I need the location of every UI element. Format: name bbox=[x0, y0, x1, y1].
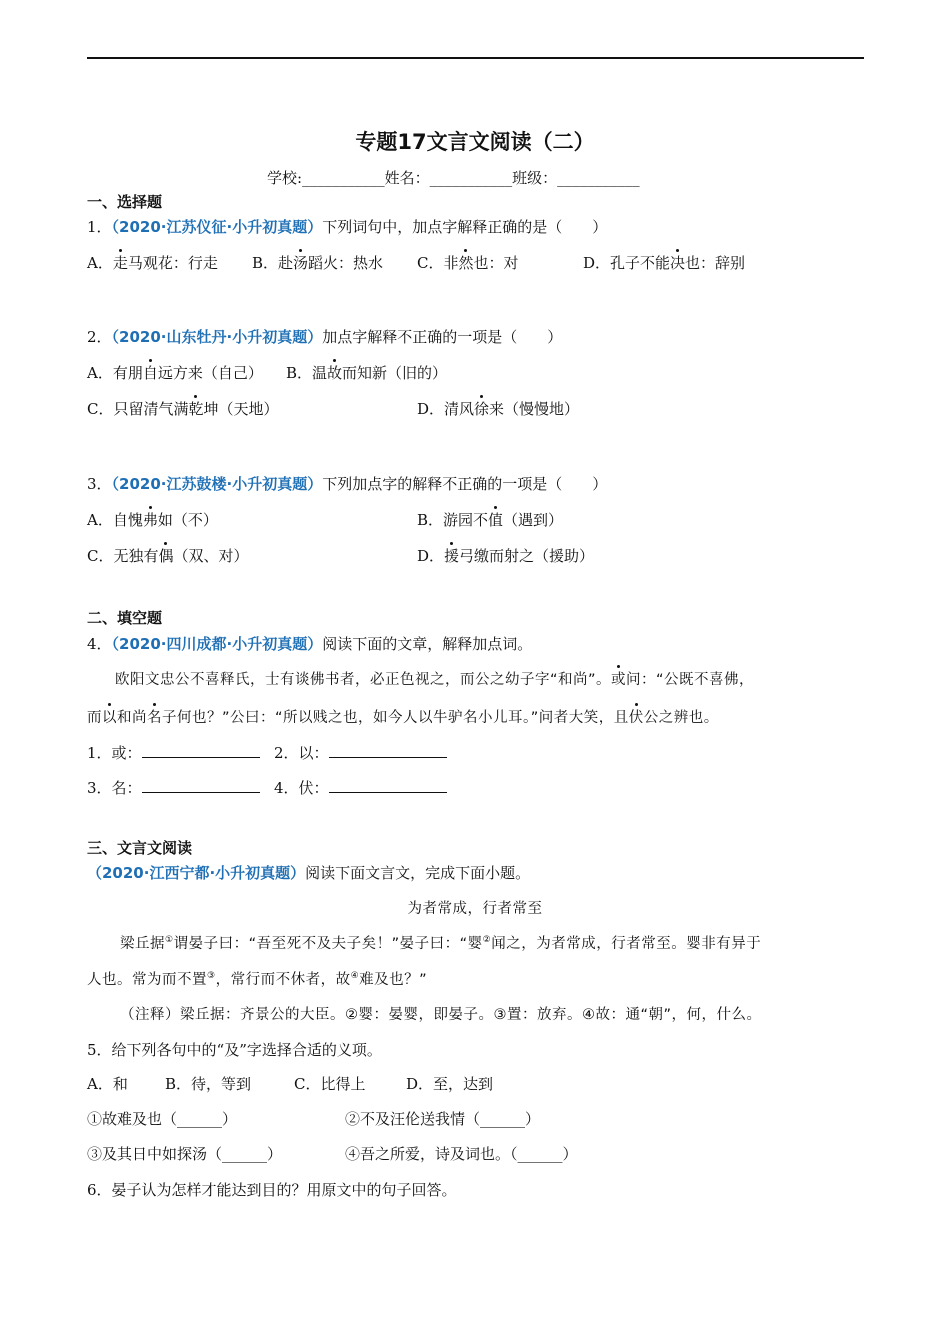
passage-para-1: 梁丘据①谓晏子曰：“吾至死不及夫子矣！”晏子曰：“婴②闻之，为者常成，行者常至。婴非有异于 bbox=[120, 935, 762, 952]
dotted-char: 援 bbox=[444, 547, 460, 565]
dotted-char: 决 bbox=[670, 254, 686, 272]
dotted-char: 弗 bbox=[142, 511, 158, 529]
page-title: 专题17文言文阅读（二） bbox=[355, 130, 595, 154]
question-number: 3． bbox=[87, 475, 112, 493]
fill-1: 1．或： bbox=[87, 742, 260, 763]
q2-option-b[interactable]: B．温故而知新（旧的） bbox=[286, 364, 448, 382]
dotted-char: 值 bbox=[488, 511, 504, 529]
name-field[interactable]: ___________ bbox=[429, 169, 513, 187]
q5-sentence-2[interactable]: ②不及汪伦送我情（______） bbox=[345, 1110, 541, 1128]
dotted-char: 以 bbox=[102, 706, 117, 727]
passage-para-2: 人也。常为而不置③，常行而不休者，故④难及也？” bbox=[87, 971, 428, 988]
question-6: 6．晏子认为怎样才能达到目的？用原文中的句子回答。 bbox=[87, 1181, 457, 1199]
q2-option-d[interactable]: D．清风徐来（慢慢地） bbox=[417, 400, 580, 418]
answer-blank[interactable] bbox=[142, 778, 260, 793]
q5-sentence-3[interactable]: ③及其日中如探汤（______） bbox=[87, 1145, 283, 1163]
section-heading-reading: 三、文言文阅读 bbox=[87, 839, 193, 857]
answer-blank[interactable] bbox=[329, 743, 447, 758]
dotted-char: 然 bbox=[458, 254, 474, 272]
answer-blank[interactable] bbox=[142, 743, 260, 758]
q1-option-c[interactable]: C．非然也：对 bbox=[417, 254, 519, 272]
q5-option-a[interactable]: A．和 bbox=[87, 1075, 128, 1093]
dotted-char: 或 bbox=[611, 668, 626, 689]
q3-option-d[interactable]: D．援弓缴而射之（援助） bbox=[417, 547, 595, 565]
q5-option-b[interactable]: B．待，等到 bbox=[165, 1075, 252, 1093]
q5-option-c[interactable]: C．比得上 bbox=[294, 1075, 366, 1093]
fill-3: 3．名： bbox=[87, 777, 260, 798]
dotted-char: 自 bbox=[142, 364, 158, 382]
fill-2: 2．以： bbox=[274, 742, 447, 763]
q3-option-b[interactable]: B．游园不值（遇到） bbox=[417, 511, 564, 529]
class-label: 班级： bbox=[512, 169, 558, 187]
q5-sentence-4[interactable]: ④吾之所爱，诗及词也。（______） bbox=[345, 1145, 578, 1163]
question-stem: 阅读下面的文章，解释加点词。 bbox=[322, 635, 533, 653]
q2-option-c[interactable]: C．只留清气满乾坤（天地） bbox=[87, 400, 279, 418]
dotted-char: 汤 bbox=[293, 254, 309, 272]
reading-intro: （2020·江西宁都·小升初真题）阅读下面文言文，完成下面小题。 bbox=[87, 864, 531, 882]
question-source: （2020·江苏鼓楼·小升初真题） bbox=[111, 475, 323, 493]
school-label: 学校: bbox=[267, 169, 303, 187]
dotted-char: 故 bbox=[327, 364, 343, 382]
question-4 bbox=[87, 633, 532, 654]
q1-option-a[interactable]: A．走马观花：行走 bbox=[87, 254, 218, 272]
q5-option-d[interactable]: D．至，达到 bbox=[406, 1075, 494, 1093]
question-stem: 下列加点字的解释不正确的一项是（ ） bbox=[322, 475, 608, 493]
name-label: 姓名： bbox=[384, 169, 430, 187]
question-stem: 下列词句中，加点字解释正确的是（ ） bbox=[322, 218, 608, 236]
dotted-char: 徐 bbox=[474, 400, 490, 418]
question-number: 1． bbox=[87, 218, 112, 236]
question-1 bbox=[87, 216, 607, 237]
header-rule bbox=[87, 57, 864, 59]
passage-line-2: 而以和尚名子何也？”公曰：“所以贱之也，如今人以牛驴名小儿耳。”问者大笑，且伏公之辨也。 bbox=[87, 706, 719, 727]
question-source: （2020·江苏仪征·小升初真题） bbox=[111, 218, 323, 236]
class-field[interactable]: ___________ bbox=[557, 169, 640, 187]
section-heading-choice: 一、选择题 bbox=[87, 193, 163, 211]
answer-blank[interactable] bbox=[329, 778, 447, 793]
q5-sentence-1[interactable]: ①故难及也（______） bbox=[87, 1110, 238, 1128]
q1-option-d[interactable]: D．孔子不能决也：辞别 bbox=[583, 254, 746, 272]
passage-notes: （注释）梁丘据：齐景公的大臣。②婴：晏婴，即晏子。③置：放弃。④故：通“朝”，何，什么。 bbox=[120, 1007, 762, 1023]
q2-option-a[interactable]: A．有朋自远方来（自己） bbox=[87, 364, 263, 382]
question-source: （2020·四川成都·小升初真题） bbox=[111, 635, 323, 653]
q1-option-b[interactable]: B．赴汤蹈火：热水 bbox=[252, 254, 384, 272]
question-source: （2020·山东牡丹·小升初真题） bbox=[111, 328, 323, 346]
section-heading-fill: 二、填空题 bbox=[87, 609, 163, 627]
question-number: 4． bbox=[87, 635, 112, 653]
dotted-char: 偶 bbox=[158, 547, 174, 565]
dotted-char: 走 bbox=[112, 254, 128, 272]
fill-4: 4．伏： bbox=[274, 777, 447, 798]
q3-option-c[interactable]: C．无独有偶（双、对） bbox=[87, 547, 249, 565]
dotted-char: 名 bbox=[147, 706, 162, 727]
question-2 bbox=[87, 326, 562, 347]
dotted-char: 伏 bbox=[629, 706, 644, 727]
question-stem: 加点字解释不正确的一项是（ ） bbox=[322, 328, 563, 346]
question-source: （2020·江西宁都·小升初真题） bbox=[87, 864, 306, 882]
student-info-line bbox=[267, 167, 640, 188]
dotted-char: 乾 bbox=[188, 400, 204, 418]
question-5: 5．给下列各句中的“及”字选择合适的义项。 bbox=[87, 1041, 382, 1059]
question-number: 2． bbox=[87, 328, 112, 346]
question-3 bbox=[87, 473, 607, 494]
passage-line-1: 欧阳文忠公不喜释氏，士有谈佛书者，必正色视之，而公之幼子字“和尚”。或问：“公既不喜佛， bbox=[115, 668, 754, 689]
q3-option-a[interactable]: A．自愧弗如（不） bbox=[87, 511, 218, 529]
passage-title: 为者常成，行者常至 bbox=[407, 901, 543, 917]
school-field[interactable]: ___________ bbox=[302, 169, 385, 187]
